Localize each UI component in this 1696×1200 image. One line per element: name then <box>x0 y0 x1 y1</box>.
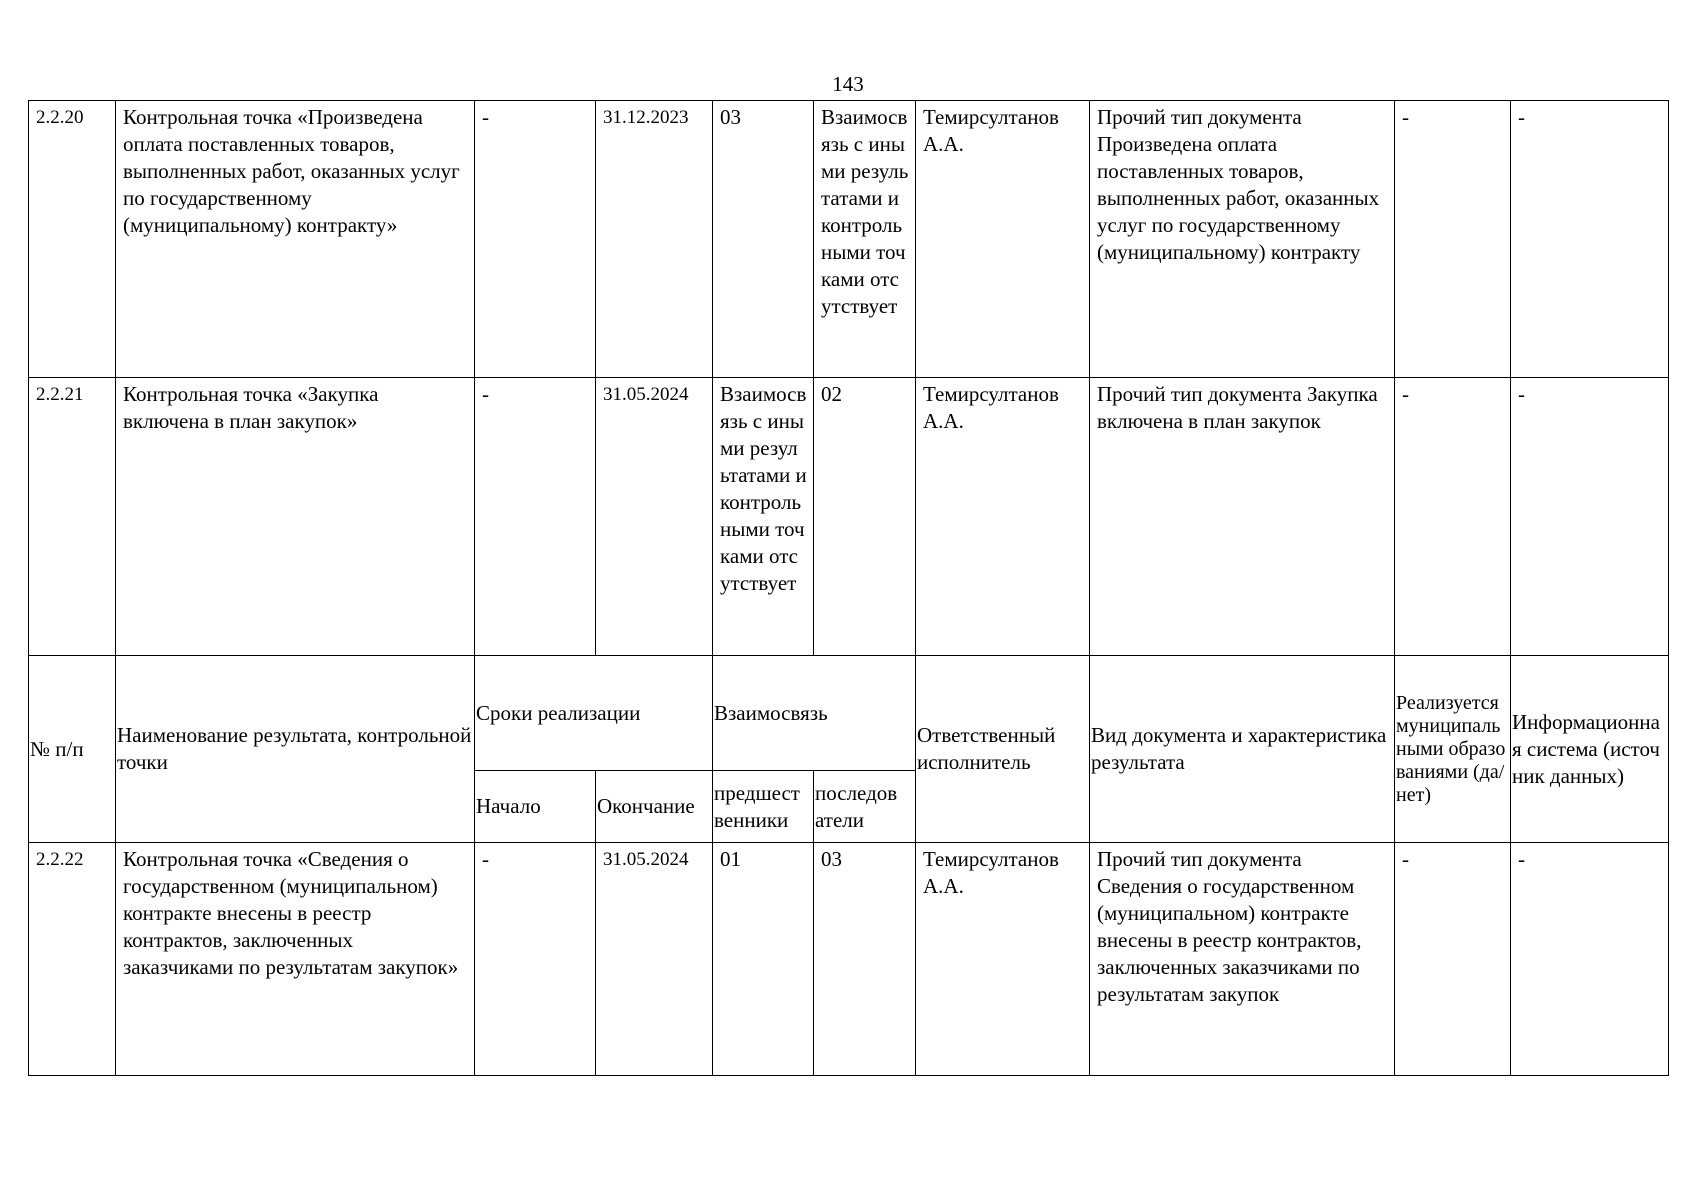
cell-end: 31.05.2024 <box>596 378 713 656</box>
cell-infosys: - <box>1511 101 1669 378</box>
cell-infosys: - <box>1511 843 1669 1076</box>
header-infosys: Информационная система (источник данных) <box>1511 656 1669 843</box>
cell-doc: Прочий тип документа Произведена оплата поставленных товаров, выполненных работ, оказанных услуг по государственному (муниципальному) контракту <box>1090 101 1395 378</box>
table-header-row <box>29 656 1669 771</box>
cell-num: 2.2.21 <box>29 378 116 656</box>
header-end: Окончание <box>596 771 713 843</box>
header-predecessors: предшест венники <box>713 771 814 843</box>
cell-predecessors: Взаимосвязь с иными результатами и контрольными точками отсутствует <box>713 378 814 656</box>
cell-successors: Взаимосвязь с иными результатами и контрольными точками отсутствует <box>814 101 916 378</box>
header-start: Начало <box>475 771 596 843</box>
cell-name: Контрольная точка «Сведения о государственном (муниципальном) контракте внесены в реестр контрактов, заключенных заказчиками по результатам закупок» <box>116 843 475 1076</box>
header-doc: Вид документа и характеристика результата <box>1090 656 1395 843</box>
header-municipal: Реализуется муниципальными образованиями (да/нет) <box>1395 656 1511 843</box>
header-relation: Взаимосвязь <box>713 656 916 771</box>
cell-municipal: - <box>1395 101 1511 378</box>
header-terms: Сроки реализации <box>475 656 713 771</box>
cell-responsible: Темирсултанов А.А. <box>916 378 1090 656</box>
cell-municipal: - <box>1395 843 1511 1076</box>
cell-name: Контрольная точка «Закупка включена в план закупок» <box>116 378 475 656</box>
table-row <box>29 101 1669 378</box>
header-num: № п/п <box>29 656 116 843</box>
cell-end: 31.05.2024 <box>596 843 713 1076</box>
cell-start: - <box>475 843 596 1076</box>
table-row <box>29 843 1669 1076</box>
header-successors: последов атели <box>814 771 916 843</box>
cell-successors: 02 <box>814 378 916 656</box>
table-row <box>29 378 1669 656</box>
cell-predecessors: 01 <box>713 843 814 1076</box>
cell-successors: 03 <box>814 843 916 1076</box>
cell-start: - <box>475 378 596 656</box>
cell-predecessors: 03 <box>713 101 814 378</box>
page-number: 143 <box>832 72 864 96</box>
cell-name: Контрольная точка «Произведена оплата поставленных товаров, выполненных работ, оказанных услуг по государственному (муниципальному) контракту» <box>116 101 475 378</box>
cell-doc: Прочий тип документа Сведения о государственном (муниципальном) контракте внесены в реестр контрактов, заключенных заказчиками по результатам закупок <box>1090 843 1395 1076</box>
cell-end: 31.12.2023 <box>596 101 713 378</box>
cell-num: 2.2.22 <box>29 843 116 1076</box>
cell-responsible: Темирсултанов А.А. <box>916 101 1090 378</box>
cell-municipal: - <box>1395 378 1511 656</box>
header-name: Наименование результата, контрольной точки <box>116 656 475 843</box>
cell-doc: Прочий тип документа Закупка включена в план закупок <box>1090 378 1395 656</box>
cell-num: 2.2.20 <box>29 101 116 378</box>
results-table <box>28 100 1669 1076</box>
cell-start: - <box>475 101 596 378</box>
header-responsible: Ответственный исполнитель <box>916 656 1090 843</box>
cell-responsible: Темирсултанов А.А. <box>916 843 1090 1076</box>
cell-infosys: - <box>1511 378 1669 656</box>
